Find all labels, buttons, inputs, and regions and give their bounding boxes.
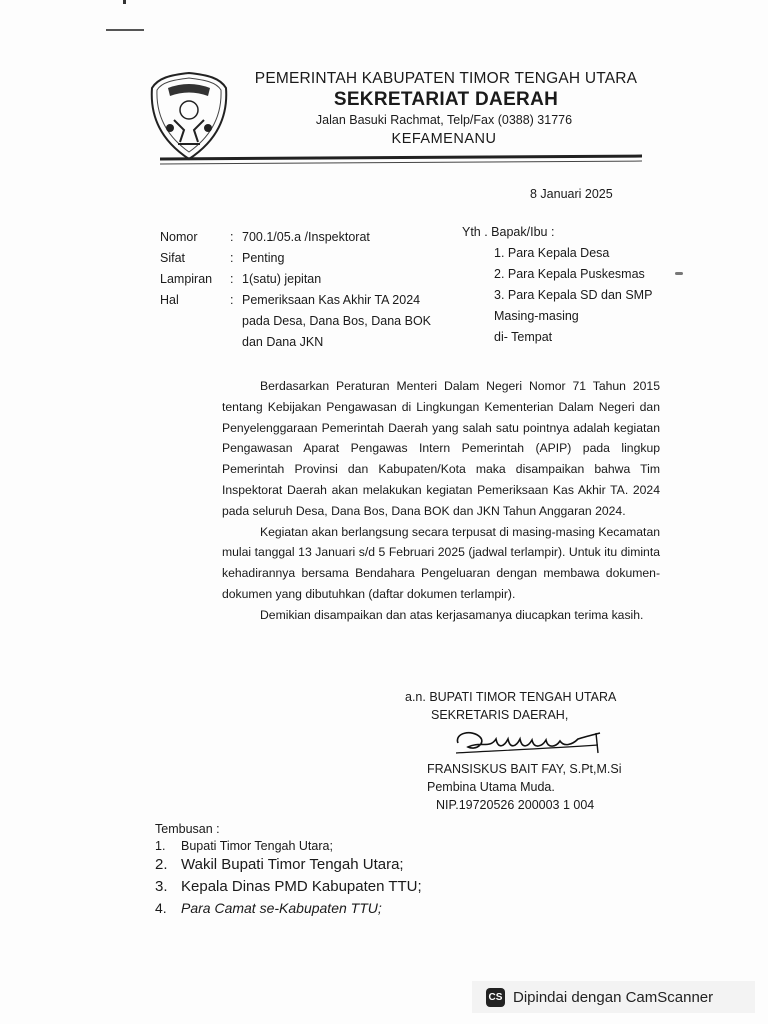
- tembusan-text: Para Camat se-Kabupaten TTU;: [181, 900, 382, 916]
- addressee-item: di- Tempat: [494, 330, 553, 344]
- tembusan-item: [155, 900, 422, 922]
- meta-value: pada Desa, Dana Bos, Dana BOK: [242, 314, 432, 328]
- meta-label: Hal: [160, 293, 179, 307]
- meta-value: 700.1/05.a /Inspektorat: [242, 230, 370, 244]
- tembusan-number: 4.: [155, 900, 167, 916]
- meta-value: Pemeriksaan Kas Akhir TA 2024: [242, 293, 421, 307]
- meta-value: dan Dana JKN: [242, 335, 324, 349]
- signatory-name: FRANSISKUS BAIT FAY, S.Pt,M.Si: [427, 762, 622, 776]
- tembusan-text: Wakil Bupati Timor Tengah Utara;: [181, 856, 404, 873]
- tembusan-text: Kepala Dinas PMD Kabupaten TTU;: [181, 878, 422, 895]
- letterhead-rule-thick: [160, 155, 642, 161]
- meta-label: Sifat: [160, 251, 186, 265]
- scan-artifact-dots: [675, 272, 683, 275]
- scan-artifact-mark: [123, 0, 126, 4]
- letter-body: [222, 376, 660, 626]
- signature-title: SEKRETARIS DAERAH,: [431, 708, 569, 722]
- body-paragraph: Demikian disampaikan dan atas kerjasamanya diucapkan terima kasih.: [260, 607, 644, 622]
- body-paragraph: Berdasarkan Peraturan Menteri Dalam Negeri Nomor 71 Tahun 2015 tentang Kebijakan Pengawasan di Lingkungan Kementerian Dalam Negeri dan Penyelenggaraan Pemerintah Daerah yang salah satu pointnya adalah kegiatan Pengawasan Aparat Pengawas Intern Pemerintah (APIP) pada lingkup Pemerintah Provinsi dan Kabupaten/Kota maka disampaikan bahwa Tim Inspektorat Daerah akan melakukan kegiatan Pemeriksaan Kas Akhir TA. 2024 pada seluruh Desa, Dana Bos, Dana BOK dan JKN Tahun Anggaran 2024.: [222, 379, 660, 518]
- body-paragraph: Kegiatan akan berlangsung secara terpusat di masing-masing Kecamatan mulai tanggal 13 Januari s/d 5 Februari 2025 (jadwal terlampir). Untuk itu diminta kehadirannya bersama Bendahara Pengeluaran dengan membawa dokumen-dokumen yang dibutuhkan (daftar dokumen terlampir).: [222, 524, 660, 601]
- tembusan-number: 2.: [155, 856, 168, 873]
- signature-on-behalf: a.n. BUPATI TIMOR TENGAH UTARA: [405, 690, 617, 704]
- meta-colon: :: [230, 272, 234, 286]
- letterhead-office: SEKRETARIAT DAERAH: [333, 89, 559, 110]
- tembusan-item: [155, 878, 422, 900]
- addressee-block: [462, 225, 653, 351]
- handwritten-signature: [450, 727, 605, 759]
- tembusan-number: 3.: [155, 878, 168, 895]
- tembusan-title: Tembusan :: [155, 822, 220, 836]
- tembusan-block: [155, 822, 422, 922]
- addressee-item: 3. Para Kepala SD dan SMP: [494, 288, 653, 302]
- scan-artifact-dash: [106, 29, 144, 31]
- signatory-nip: NIP.19720526 200003 1 004: [436, 798, 595, 812]
- addressee-item: 1. Para Kepala Desa: [494, 246, 610, 260]
- tembusan-item: [155, 856, 422, 878]
- meta-colon: :: [230, 251, 234, 265]
- letter-date: 8 Januari 2025: [530, 187, 613, 201]
- addressee-item: 2. Para Kepala Puskesmas: [494, 267, 645, 281]
- letterhead-government: PEMERINTAH KABUPATEN TIMOR TENGAH UTARA: [254, 70, 638, 87]
- camscanner-badge: [472, 981, 755, 1013]
- letterhead-city: KEFAMENANU: [391, 131, 497, 147]
- addressee-salutation: Yth . Bapak/Ibu :: [462, 225, 555, 239]
- tembusan-item: [155, 839, 422, 856]
- camscanner-logo-icon: CS: [486, 988, 505, 1007]
- meta-colon: :: [230, 230, 234, 244]
- letterhead-address: Jalan Basuki Rachmat, Telp/Fax (0388) 31776: [315, 113, 573, 127]
- meta-value: Penting: [242, 251, 285, 265]
- meta-colon: :: [230, 293, 234, 307]
- addressee-item: Masing-masing: [494, 309, 579, 323]
- tembusan-number: 1.: [155, 839, 166, 853]
- tembusan-text: Bupati Timor Tengah Utara;: [181, 839, 333, 853]
- meta-label: Lampiran: [160, 272, 213, 286]
- camscanner-text: Dipindai dengan CamScanner: [513, 988, 714, 1006]
- meta-value: 1(satu) jepitan: [242, 272, 322, 286]
- meta-label: Nomor: [160, 230, 198, 244]
- letterhead-rule-thin: [160, 161, 642, 165]
- signatory-rank: Pembina Utama Muda.: [427, 780, 555, 794]
